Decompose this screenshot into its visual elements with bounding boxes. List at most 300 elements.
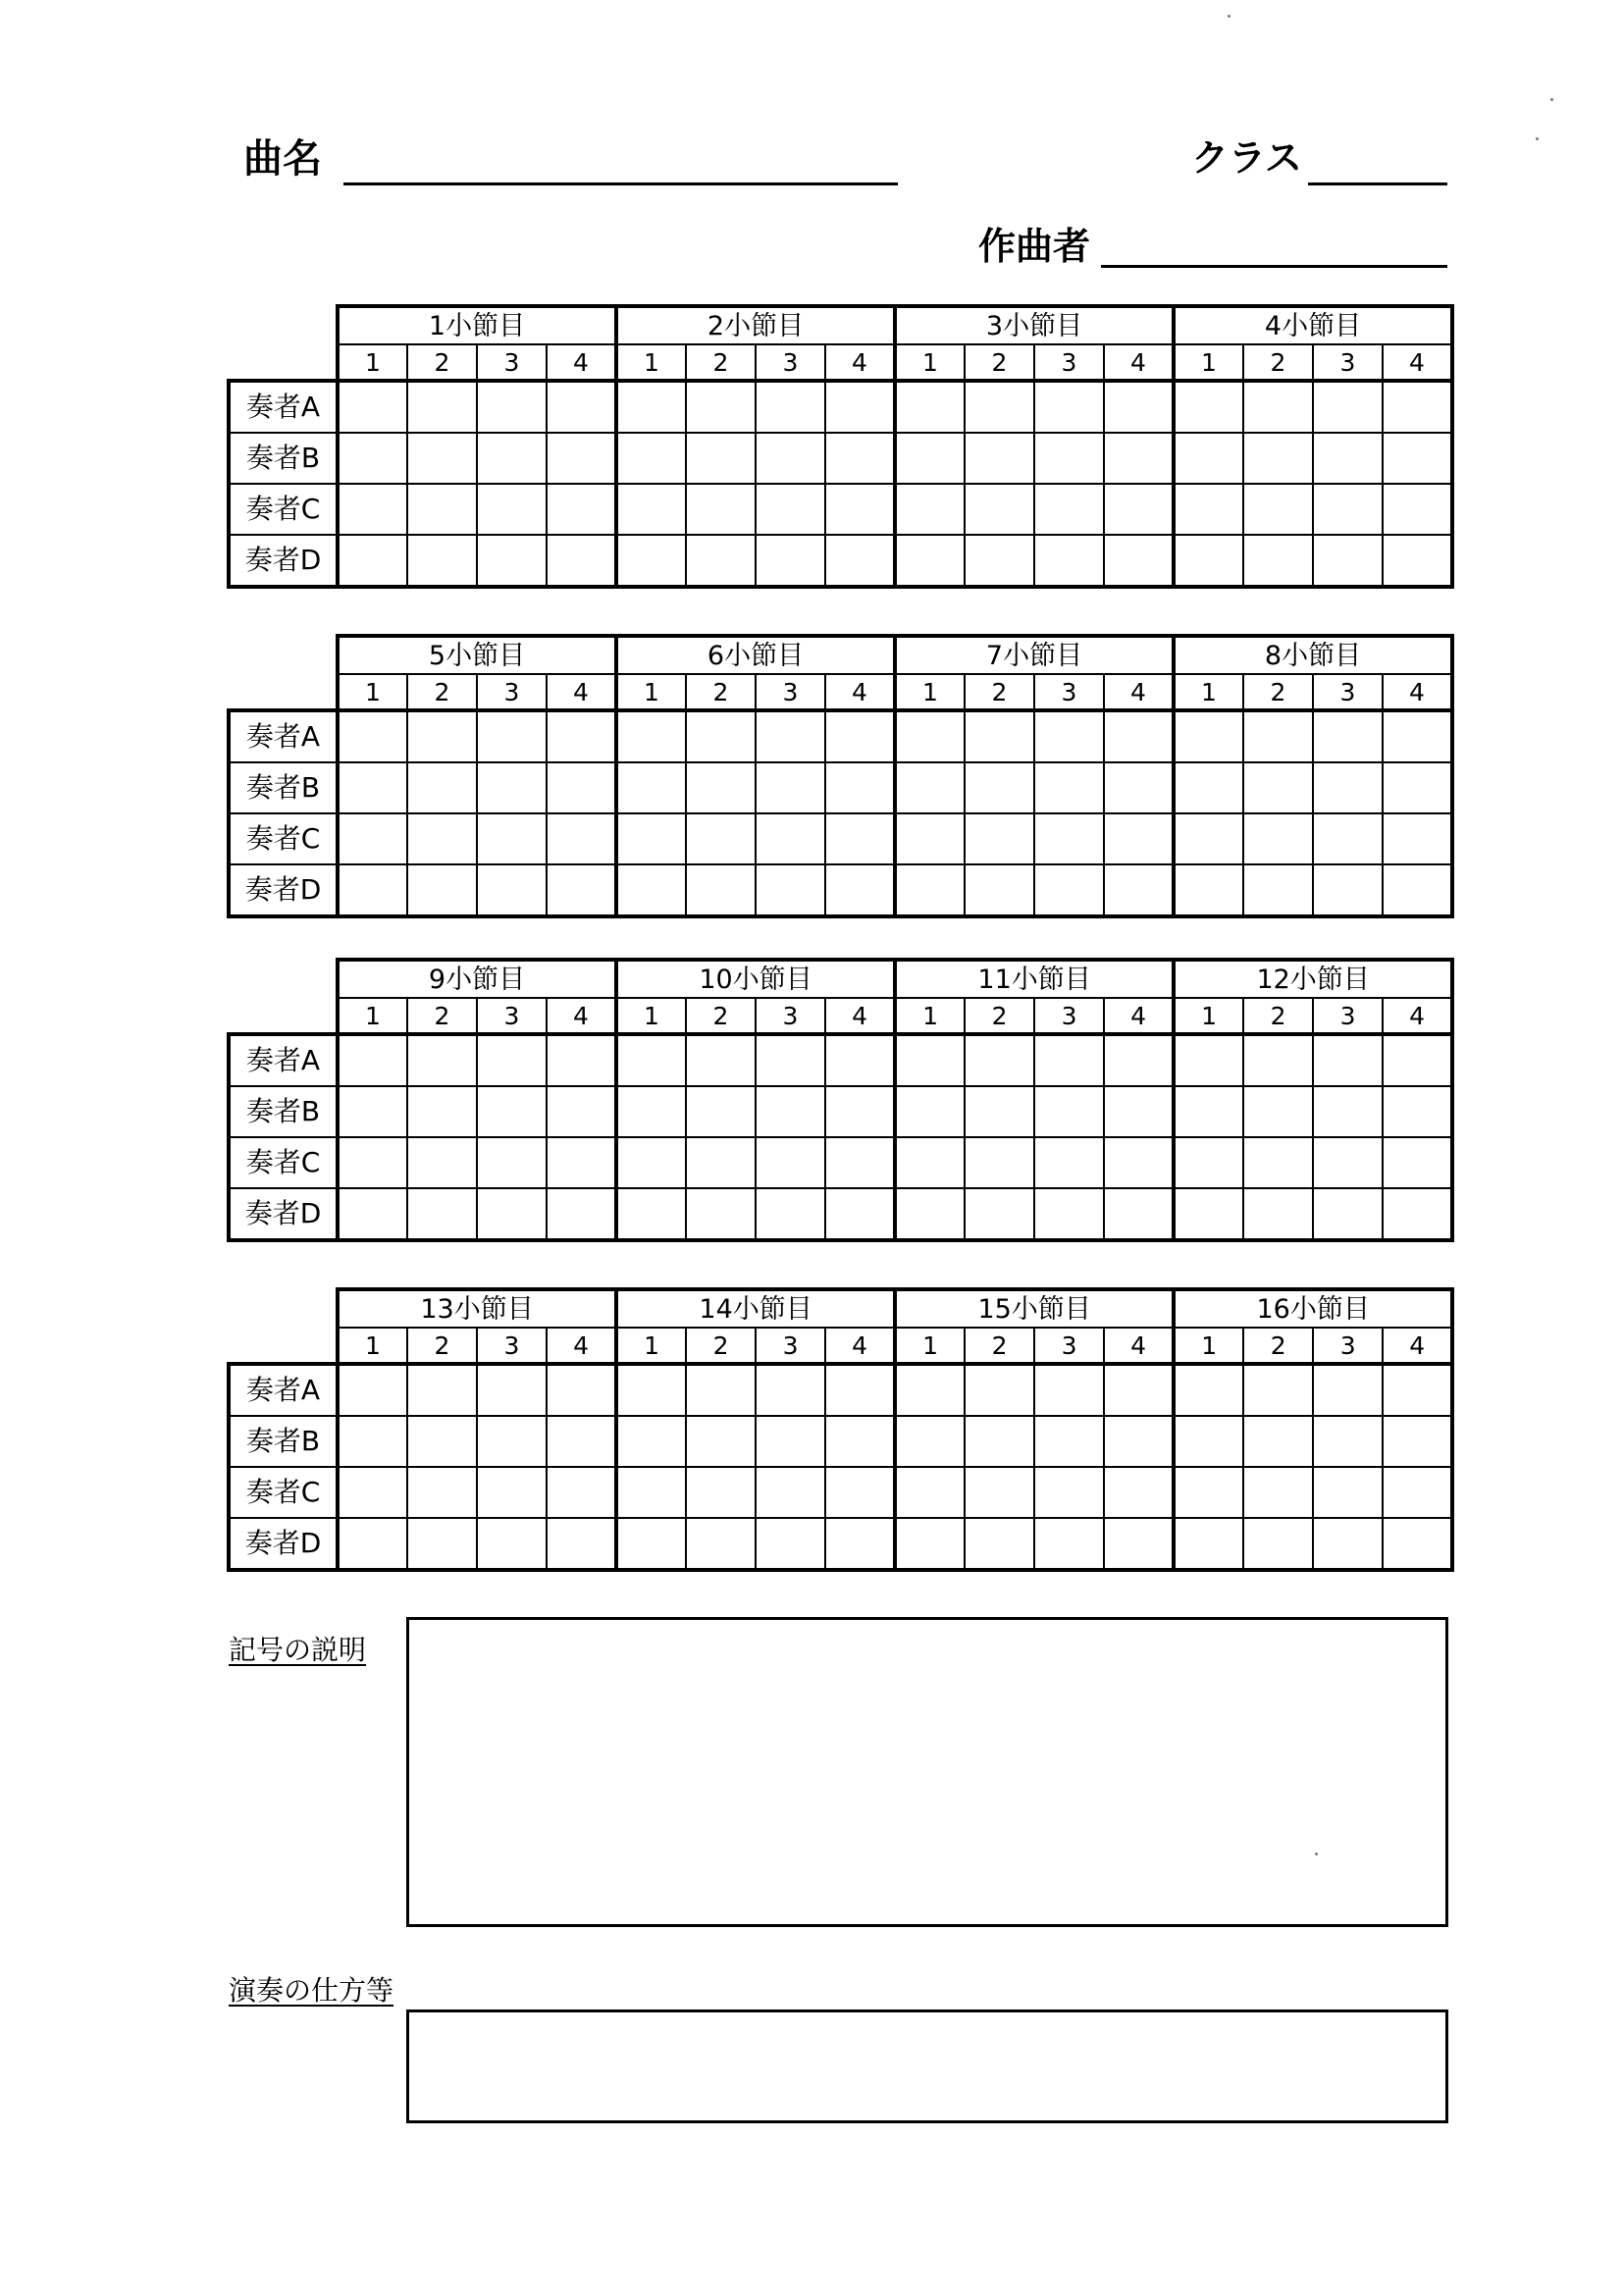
beat-cell[interactable] <box>1104 1137 1174 1188</box>
beat-cell[interactable] <box>1383 381 1452 433</box>
beat-cell[interactable] <box>1383 484 1452 535</box>
player-label: 奏者A <box>229 381 338 433</box>
beat-number: 3 <box>1313 674 1383 710</box>
beat-cell[interactable] <box>547 484 616 535</box>
beat-cell[interactable] <box>1313 1086 1383 1137</box>
beat-cell[interactable] <box>338 433 407 484</box>
beat-cell[interactable] <box>686 1518 756 1570</box>
beat-cell[interactable] <box>1034 1188 1104 1240</box>
beat-cell[interactable] <box>895 1467 965 1518</box>
beat-cell[interactable] <box>756 864 825 916</box>
beat-cell[interactable] <box>407 1364 477 1416</box>
beat-cell[interactable] <box>756 1086 825 1137</box>
beat-cell[interactable] <box>1104 484 1174 535</box>
beat-cell[interactable] <box>895 864 965 916</box>
beat-cell[interactable] <box>407 381 477 433</box>
beat-cell[interactable] <box>965 1034 1034 1086</box>
beat-cell[interactable] <box>1174 813 1243 864</box>
beat-cell[interactable] <box>965 813 1034 864</box>
beat-cell[interactable] <box>477 710 547 762</box>
beat-cell[interactable] <box>895 1518 965 1570</box>
beat-cell[interactable] <box>825 864 895 916</box>
beat-cell[interactable] <box>407 1086 477 1137</box>
beat-cell[interactable] <box>477 1364 547 1416</box>
beat-cell[interactable] <box>1174 864 1243 916</box>
beat-cell[interactable] <box>1243 710 1313 762</box>
player-label: 奏者A <box>229 1364 338 1416</box>
beat-cell[interactable] <box>547 381 616 433</box>
beat-number: 4 <box>825 344 895 381</box>
beat-cell[interactable] <box>756 535 825 587</box>
beat-number: 2 <box>407 344 477 381</box>
beat-cell[interactable] <box>616 1188 686 1240</box>
measure-header: 2小節目 <box>616 306 895 344</box>
beat-cell[interactable] <box>1383 1467 1452 1518</box>
beat-cell[interactable] <box>1174 1086 1243 1137</box>
beat-cell[interactable] <box>616 1137 686 1188</box>
beat-cell[interactable] <box>1104 535 1174 587</box>
beat-cell[interactable] <box>407 1188 477 1240</box>
beat-cell[interactable] <box>825 433 895 484</box>
beat-cell[interactable] <box>686 710 756 762</box>
beat-cell[interactable] <box>965 1188 1034 1240</box>
beat-number: 3 <box>756 998 825 1034</box>
beat-number: 4 <box>1383 998 1452 1034</box>
beat-cell[interactable] <box>965 762 1034 813</box>
beat-cell[interactable] <box>825 1518 895 1570</box>
beat-cell[interactable] <box>1104 1364 1174 1416</box>
beat-cell[interactable] <box>1174 484 1243 535</box>
beat-cell[interactable] <box>756 433 825 484</box>
beat-cell[interactable] <box>756 1188 825 1240</box>
beat-cell[interactable] <box>616 535 686 587</box>
beat-cell[interactable] <box>1313 1518 1383 1570</box>
beat-cell[interactable] <box>895 484 965 535</box>
beat-cell[interactable] <box>477 1086 547 1137</box>
beat-cell[interactable] <box>338 762 407 813</box>
beat-cell[interactable] <box>965 381 1034 433</box>
beat-cell[interactable] <box>477 1188 547 1240</box>
beat-cell[interactable] <box>686 433 756 484</box>
corner-blank <box>229 636 338 674</box>
beat-cell[interactable] <box>895 535 965 587</box>
beat-cell[interactable] <box>895 1364 965 1416</box>
beat-cell[interactable] <box>1243 1137 1313 1188</box>
beat-number: 1 <box>616 674 686 710</box>
beat-cell[interactable] <box>756 381 825 433</box>
beat-cell[interactable] <box>407 864 477 916</box>
beat-cell[interactable] <box>1174 433 1243 484</box>
beat-cell[interactable] <box>338 864 407 916</box>
beat-cell[interactable] <box>477 484 547 535</box>
title-input-line[interactable] <box>343 183 898 185</box>
beat-cell[interactable] <box>477 535 547 587</box>
beat-cell[interactable] <box>1104 1188 1174 1240</box>
beat-cell[interactable] <box>338 710 407 762</box>
beat-cell[interactable] <box>1174 535 1243 587</box>
beat-cell[interactable] <box>477 1416 547 1467</box>
beat-cell[interactable] <box>825 1086 895 1137</box>
beat-cell[interactable] <box>756 1034 825 1086</box>
beat-cell[interactable] <box>1243 762 1313 813</box>
beat-cell[interactable] <box>407 1034 477 1086</box>
beat-cell[interactable] <box>965 864 1034 916</box>
beat-cell[interactable] <box>407 762 477 813</box>
beat-cell[interactable] <box>1034 535 1104 587</box>
beat-cell[interactable] <box>1313 1416 1383 1467</box>
beat-cell[interactable] <box>756 484 825 535</box>
beat-cell[interactable] <box>1034 1467 1104 1518</box>
beat-cell[interactable] <box>616 433 686 484</box>
beat-cell[interactable] <box>825 381 895 433</box>
beat-number: 1 <box>616 1328 686 1364</box>
beat-cell[interactable] <box>407 433 477 484</box>
beat-cell[interactable] <box>477 1518 547 1570</box>
beat-cell[interactable] <box>1174 1188 1243 1240</box>
beat-cell[interactable] <box>1174 381 1243 433</box>
beat-cell[interactable] <box>1243 433 1313 484</box>
beat-cell[interactable] <box>1243 1034 1313 1086</box>
beat-cell[interactable] <box>616 1364 686 1416</box>
beat-cell[interactable] <box>547 1364 616 1416</box>
beat-cell[interactable] <box>1034 1518 1104 1570</box>
beat-cell[interactable] <box>965 1467 1034 1518</box>
beat-cell[interactable] <box>1383 710 1452 762</box>
measure-header: 11小節目 <box>895 960 1174 998</box>
beat-cell[interactable] <box>1383 1188 1452 1240</box>
beat-cell[interactable] <box>895 1137 965 1188</box>
title-label: 曲名 <box>243 136 322 182</box>
beat-cell[interactable] <box>965 1518 1034 1570</box>
corner-blank <box>229 674 338 710</box>
beat-cell[interactable] <box>1243 381 1313 433</box>
beat-cell[interactable] <box>338 484 407 535</box>
beat-cell[interactable] <box>616 1416 686 1467</box>
beat-cell[interactable] <box>1104 1086 1174 1137</box>
beat-number: 2 <box>407 1328 477 1364</box>
beat-cell[interactable] <box>1174 762 1243 813</box>
beat-cell[interactable] <box>1243 1518 1313 1570</box>
beat-cell[interactable] <box>616 762 686 813</box>
beat-cell[interactable] <box>616 1467 686 1518</box>
player-label: 奏者B <box>229 762 338 813</box>
beat-cell[interactable] <box>1313 433 1383 484</box>
beat-cell[interactable] <box>477 813 547 864</box>
beat-cell[interactable] <box>686 1086 756 1137</box>
beat-cell[interactable] <box>338 1034 407 1086</box>
beat-cell[interactable] <box>1383 813 1452 864</box>
beat-cell[interactable] <box>407 484 477 535</box>
beat-cell[interactable] <box>338 1086 407 1137</box>
beat-cell[interactable] <box>756 1364 825 1416</box>
beat-cell[interactable] <box>1034 762 1104 813</box>
beat-cell[interactable] <box>1243 484 1313 535</box>
beat-cell[interactable] <box>756 762 825 813</box>
beat-number: 1 <box>895 674 965 710</box>
scan-speck <box>1228 15 1230 18</box>
beat-cell[interactable] <box>1104 433 1174 484</box>
beat-cell[interactable] <box>1034 381 1104 433</box>
measure-table <box>227 1287 1454 1572</box>
beat-cell[interactable] <box>895 710 965 762</box>
beat-cell[interactable] <box>965 1086 1034 1137</box>
beat-cell[interactable] <box>895 381 965 433</box>
beat-cell[interactable] <box>616 1086 686 1137</box>
beat-number: 3 <box>1313 1328 1383 1364</box>
beat-cell[interactable] <box>616 381 686 433</box>
beat-cell[interactable] <box>1104 381 1174 433</box>
beat-cell[interactable] <box>616 813 686 864</box>
beat-cell[interactable] <box>1383 1364 1452 1416</box>
beat-cell[interactable] <box>686 1034 756 1086</box>
beat-number: 3 <box>477 674 547 710</box>
beat-cell[interactable] <box>477 762 547 813</box>
beat-cell[interactable] <box>686 1364 756 1416</box>
beat-cell[interactable] <box>895 762 965 813</box>
measure-grid-9-12 <box>227 958 1450 1242</box>
beat-cell[interactable] <box>895 813 965 864</box>
beat-cell[interactable] <box>1104 864 1174 916</box>
performance-text-box[interactable] <box>406 2009 1448 2123</box>
beat-cell[interactable] <box>1243 1364 1313 1416</box>
beat-cell[interactable] <box>477 381 547 433</box>
beat-number: 3 <box>1034 1328 1104 1364</box>
beat-cell[interactable] <box>895 1034 965 1086</box>
beat-cell[interactable] <box>547 1467 616 1518</box>
beat-cell[interactable] <box>477 864 547 916</box>
corner-blank <box>229 1289 338 1328</box>
beat-cell[interactable] <box>965 1416 1034 1467</box>
beat-cell[interactable] <box>1383 1518 1452 1570</box>
beat-cell[interactable] <box>825 1364 895 1416</box>
beat-cell[interactable] <box>1174 1364 1243 1416</box>
beat-cell[interactable] <box>686 1137 756 1188</box>
beat-cell[interactable] <box>1313 710 1383 762</box>
beat-cell[interactable] <box>895 1188 965 1240</box>
beat-cell[interactable] <box>756 1416 825 1467</box>
beat-cell[interactable] <box>407 535 477 587</box>
beat-cell[interactable] <box>407 1518 477 1570</box>
beat-cell[interactable] <box>338 381 407 433</box>
beat-number: 4 <box>825 674 895 710</box>
beat-cell[interactable] <box>1313 1467 1383 1518</box>
beat-cell[interactable] <box>338 1364 407 1416</box>
beat-cell[interactable] <box>338 1188 407 1240</box>
beat-cell[interactable] <box>1034 484 1104 535</box>
beat-number: 2 <box>1243 1328 1313 1364</box>
beat-cell[interactable] <box>1383 433 1452 484</box>
beat-cell[interactable] <box>1104 762 1174 813</box>
beat-cell[interactable] <box>825 1416 895 1467</box>
beat-cell[interactable] <box>547 1034 616 1086</box>
composer-input-line[interactable] <box>1101 265 1447 268</box>
beat-cell[interactable] <box>407 710 477 762</box>
beat-cell[interactable] <box>407 813 477 864</box>
beat-cell[interactable] <box>477 1034 547 1086</box>
beat-cell[interactable] <box>407 1416 477 1467</box>
beat-cell[interactable] <box>1104 710 1174 762</box>
beat-cell[interactable] <box>616 1034 686 1086</box>
beat-cell[interactable] <box>825 1137 895 1188</box>
beat-cell[interactable] <box>1313 1364 1383 1416</box>
beat-cell[interactable] <box>756 1467 825 1518</box>
beat-cell[interactable] <box>1313 864 1383 916</box>
beat-cell[interactable] <box>1034 433 1104 484</box>
beat-number: 4 <box>1383 344 1452 381</box>
beat-cell[interactable] <box>1034 1137 1104 1188</box>
beat-cell[interactable] <box>1243 1416 1313 1467</box>
beat-cell[interactable] <box>547 864 616 916</box>
player-label: 奏者A <box>229 710 338 762</box>
beat-cell[interactable] <box>1034 1086 1104 1137</box>
beat-cell[interactable] <box>1034 1034 1104 1086</box>
beat-cell[interactable] <box>338 1137 407 1188</box>
beat-cell[interactable] <box>1174 1137 1243 1188</box>
beat-cell[interactable] <box>756 710 825 762</box>
beat-cell[interactable] <box>686 762 756 813</box>
beat-cell[interactable] <box>407 1137 477 1188</box>
beat-cell[interactable] <box>965 710 1034 762</box>
beat-cell[interactable] <box>686 1188 756 1240</box>
beat-cell[interactable] <box>1104 1034 1174 1086</box>
symbols-text-box[interactable] <box>406 1617 1448 1927</box>
beat-cell[interactable] <box>1104 813 1174 864</box>
beat-cell[interactable] <box>338 1416 407 1467</box>
player-label: 奏者C <box>229 813 338 864</box>
beat-cell[interactable] <box>686 381 756 433</box>
measure-header: 4小節目 <box>1174 306 1452 344</box>
beat-cell[interactable] <box>825 1467 895 1518</box>
corner-blank <box>229 1328 338 1364</box>
beat-cell[interactable] <box>825 1188 895 1240</box>
beat-cell[interactable] <box>1313 813 1383 864</box>
beat-cell[interactable] <box>547 1137 616 1188</box>
beat-cell[interactable] <box>895 433 965 484</box>
beat-cell[interactable] <box>686 484 756 535</box>
beat-cell[interactable] <box>1313 1034 1383 1086</box>
beat-cell[interactable] <box>1104 1518 1174 1570</box>
beat-cell[interactable] <box>1313 484 1383 535</box>
beat-cell[interactable] <box>1313 1188 1383 1240</box>
beat-cell[interactable] <box>1313 381 1383 433</box>
beat-cell[interactable] <box>1383 1034 1452 1086</box>
beat-cell[interactable] <box>1034 710 1104 762</box>
beat-cell[interactable] <box>686 1416 756 1467</box>
beat-cell[interactable] <box>1383 1137 1452 1188</box>
beat-cell[interactable] <box>756 813 825 864</box>
beat-cell[interactable] <box>686 813 756 864</box>
beat-cell[interactable] <box>1243 1086 1313 1137</box>
beat-cell[interactable] <box>1034 864 1104 916</box>
beat-cell[interactable] <box>1383 535 1452 587</box>
beat-cell[interactable] <box>1174 1518 1243 1570</box>
beat-cell[interactable] <box>1313 1137 1383 1188</box>
beat-cell[interactable] <box>825 535 895 587</box>
beat-cell[interactable] <box>825 1034 895 1086</box>
beat-cell[interactable] <box>547 813 616 864</box>
beat-cell[interactable] <box>477 1137 547 1188</box>
beat-cell[interactable] <box>1313 535 1383 587</box>
beat-cell[interactable] <box>547 762 616 813</box>
beat-cell[interactable] <box>1034 813 1104 864</box>
beat-cell[interactable] <box>616 864 686 916</box>
beat-cell[interactable] <box>756 1137 825 1188</box>
beat-cell[interactable] <box>477 1467 547 1518</box>
beat-cell[interactable] <box>825 484 895 535</box>
beat-cell[interactable] <box>965 1364 1034 1416</box>
beat-cell[interactable] <box>547 1086 616 1137</box>
beat-number: 4 <box>547 1328 616 1364</box>
beat-cell[interactable] <box>338 1518 407 1570</box>
beat-cell[interactable] <box>1174 1467 1243 1518</box>
beat-cell[interactable] <box>1383 864 1452 916</box>
scan-speck <box>1315 1852 1318 1855</box>
beat-cell[interactable] <box>1243 1467 1313 1518</box>
beat-cell[interactable] <box>477 433 547 484</box>
beat-cell[interactable] <box>1243 864 1313 916</box>
beat-cell[interactable] <box>1174 1416 1243 1467</box>
beat-cell[interactable] <box>547 535 616 587</box>
beat-cell[interactable] <box>547 1416 616 1467</box>
beat-cell[interactable] <box>965 1137 1034 1188</box>
beat-cell[interactable] <box>1243 1188 1313 1240</box>
beat-cell[interactable] <box>616 484 686 535</box>
beat-cell[interactable] <box>1034 1364 1104 1416</box>
beat-cell[interactable] <box>895 1086 965 1137</box>
beat-cell[interactable] <box>965 535 1034 587</box>
beat-cell[interactable] <box>1313 762 1383 813</box>
beat-cell[interactable] <box>686 535 756 587</box>
beat-number: 1 <box>1174 1328 1243 1364</box>
beat-cell[interactable] <box>1104 1467 1174 1518</box>
measure-grid-13-16 <box>227 1287 1450 1572</box>
beat-cell[interactable] <box>825 813 895 864</box>
beat-cell[interactable] <box>547 433 616 484</box>
beat-cell[interactable] <box>686 864 756 916</box>
measure-header: 9小節目 <box>338 960 616 998</box>
beat-cell[interactable] <box>1174 1034 1243 1086</box>
beat-cell[interactable] <box>1034 1416 1104 1467</box>
beat-number: 4 <box>1104 998 1174 1034</box>
beat-cell[interactable] <box>965 433 1034 484</box>
beat-cell[interactable] <box>1383 1086 1452 1137</box>
beat-cell[interactable] <box>686 1467 756 1518</box>
beat-cell[interactable] <box>756 1518 825 1570</box>
beat-cell[interactable] <box>1104 1416 1174 1467</box>
beat-cell[interactable] <box>338 1467 407 1518</box>
beat-cell[interactable] <box>338 535 407 587</box>
beat-cell[interactable] <box>1243 813 1313 864</box>
beat-cell[interactable] <box>407 1467 477 1518</box>
beat-cell[interactable] <box>547 1188 616 1240</box>
beat-cell[interactable] <box>616 710 686 762</box>
class-label: クラス <box>1191 136 1302 180</box>
beat-cell[interactable] <box>1383 762 1452 813</box>
beat-cell[interactable] <box>965 484 1034 535</box>
beat-cell[interactable] <box>895 1416 965 1467</box>
beat-cell[interactable] <box>616 1518 686 1570</box>
beat-number: 4 <box>1104 344 1174 381</box>
beat-cell[interactable] <box>547 710 616 762</box>
beat-cell[interactable] <box>338 813 407 864</box>
beat-cell[interactable] <box>825 710 895 762</box>
beat-cell[interactable] <box>547 1518 616 1570</box>
beat-cell[interactable] <box>1174 710 1243 762</box>
beat-cell[interactable] <box>825 762 895 813</box>
class-input-line[interactable] <box>1308 183 1447 185</box>
beat-cell[interactable] <box>1243 535 1313 587</box>
beat-cell[interactable] <box>1383 1416 1452 1467</box>
